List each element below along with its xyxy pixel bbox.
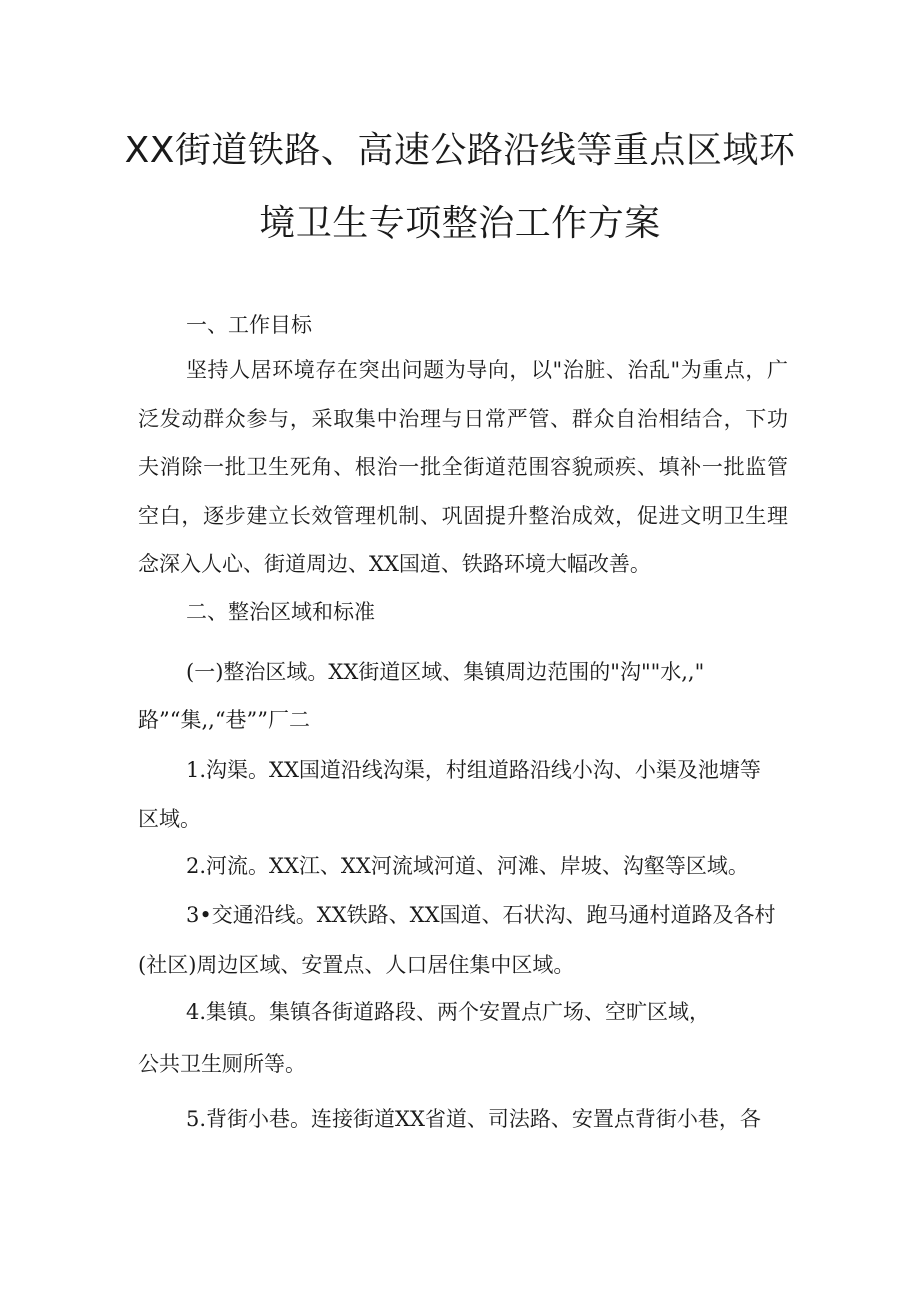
item-4-line-1: 4.集镇。集镇各街道路段、两个安置点广场、空旷区域， [186,1000,711,1024]
document-title-line-2: 境卫生专项整治工作方案 [259,203,661,244]
item-5-line-1: 5.背街小巷。连接街道XX省道、司法路、安置点背街小巷，各 [186,1107,761,1131]
item-1-line-1: 1.沟渠。XX国道沿线沟渠，村组道路沿线小沟、小渠及池塘等 [186,758,761,782]
section-2-heading: 二、整治区域和标准 [186,600,375,624]
item-0-line-2: 路”“集,,“巷””厂二 [138,708,311,732]
item-1-line-2: 区域。 [138,807,201,831]
item-2-line-1: 2.河流。XX江、XX河流域河道、河滩、岸坡、沟壑等区域。 [186,854,749,878]
section-1-heading: 一、工作目标 [186,313,312,337]
section-1-paragraph: 坚持人居环境存在突出问题为导向，以"治脏、治乱"为重点，广泛发动群众参与，采取集中治理与日常严管、群众自治相结合，下功夫消除一批卫生死角、根治一批全街道范围容貌顽疾、填补一批监管空白，逐步建立长效管理机制、巩固提升整治成效，促进文明卫生理念深入人心、街道周边、XX国道、铁路环境大幅改善。 [138,358,788,576]
item-0-line-1: (一)整治区域。XX街道区域、集镇周边范围的"沟""水,," [186,660,705,684]
item-3-line-1: 3•交通沿线。XX铁路、XX国道、石状沟、跑马通村道路及各村 [186,903,776,927]
item-4-line-2: 公共卫生厕所等。 [138,1052,306,1076]
item-3-line-2: (社区)周边区域、安置点、人口居住集中区域。 [138,953,575,977]
document-title-line-1: XX街道铁路、高速公路沿线等重点区域环 [124,130,796,171]
